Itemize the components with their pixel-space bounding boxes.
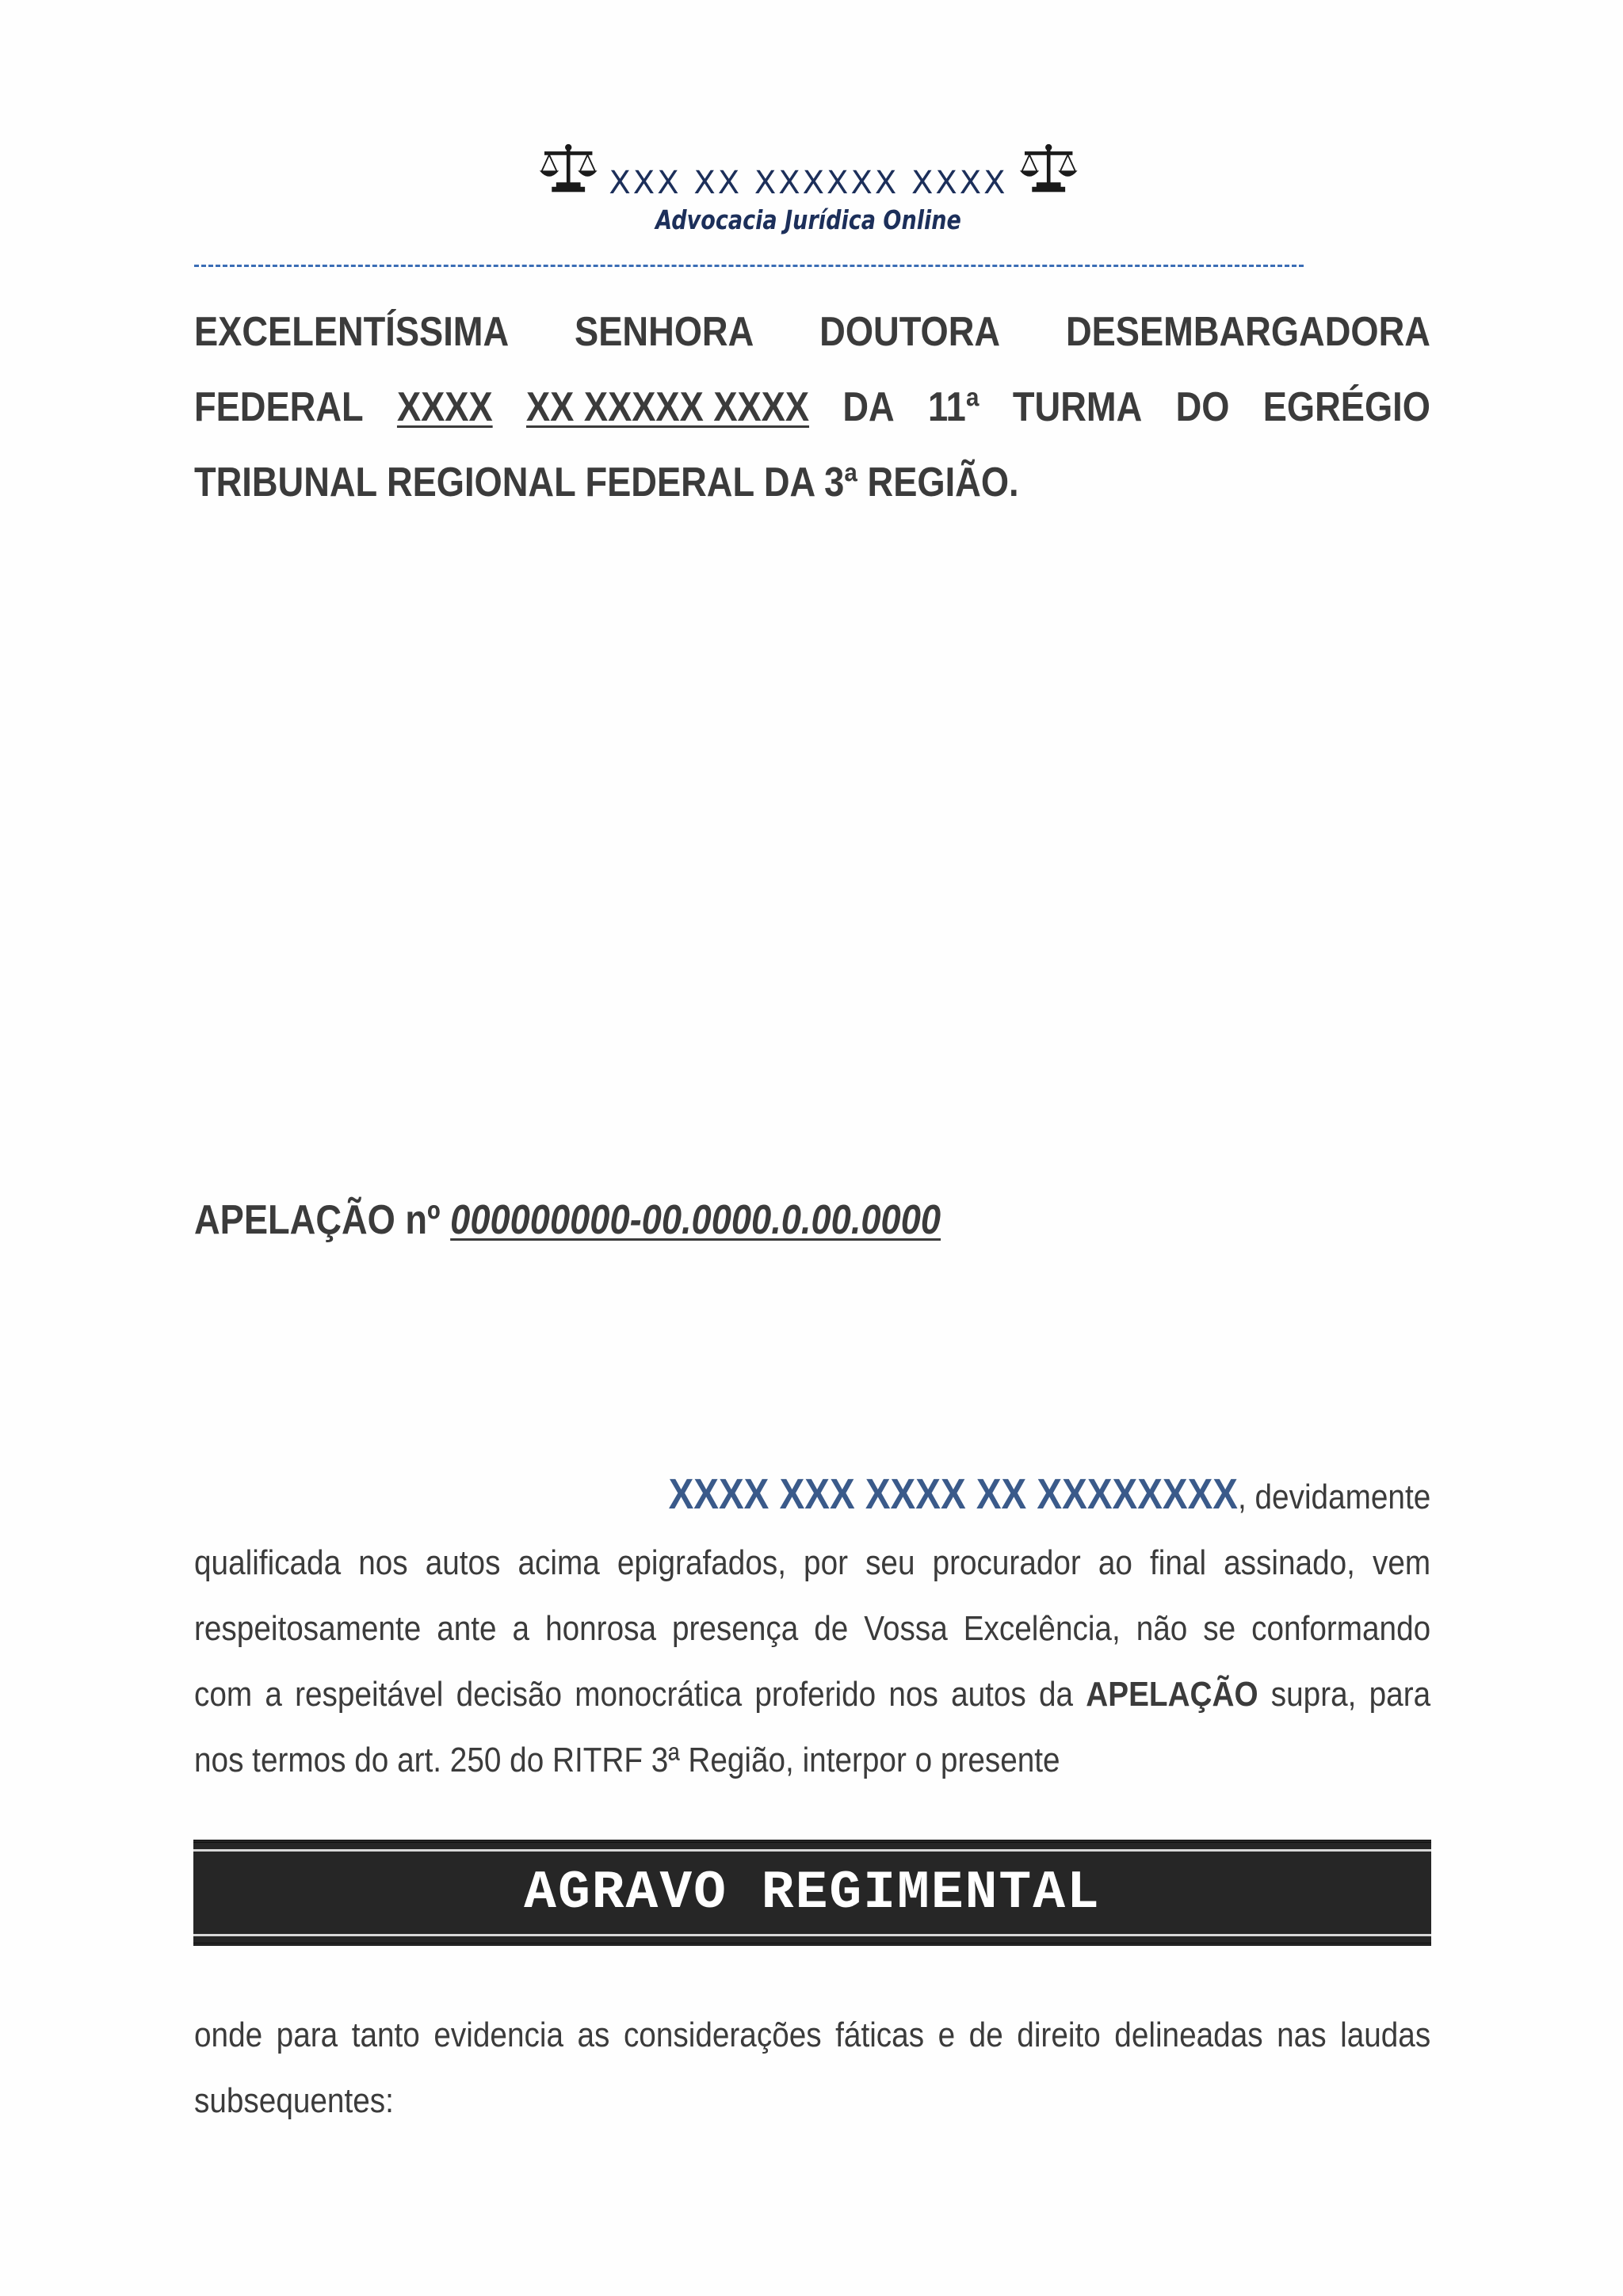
paragraph-word: honrosa <box>545 1609 656 1648</box>
paragraph-word: as <box>577 2016 610 2054</box>
paragraph-word: e <box>938 2016 956 2054</box>
paragraph-word: supra, <box>1270 1675 1357 1714</box>
addressee-word: 11ª <box>928 384 980 430</box>
addressee-word: DESEMBARGADORA <box>1065 309 1430 355</box>
addressee-word: EGRÉGIO <box>1262 384 1430 430</box>
paragraph-word: Excelência, <box>963 1609 1121 1648</box>
paragraph-word-bold: APELAÇÃO <box>1086 1675 1258 1714</box>
addressee-word: DA <box>842 384 895 430</box>
paragraph-word: a <box>265 1675 282 1714</box>
paragraph-word: conformando <box>1251 1609 1431 1648</box>
paragraph-word: ante <box>437 1609 497 1648</box>
paragraph-line <box>194 1462 1430 1530</box>
paragraph-word: para <box>276 2016 338 2054</box>
paragraph-word: por <box>804 1543 848 1582</box>
paragraph-word: respeitável <box>295 1675 444 1714</box>
paragraph-word: não <box>1136 1609 1188 1648</box>
paragraph-word: autos <box>425 1543 501 1582</box>
paragraph-word: acima <box>517 1543 600 1582</box>
paragraph-word: delineadas <box>1114 2016 1263 2054</box>
scales-of-justice-icon <box>539 141 598 196</box>
paragraph-word: epigrafados, <box>617 1543 786 1582</box>
addressee-court: TRIBUNAL REGIONAL FEDERAL DA 3ª REGIÃO. <box>194 460 1019 505</box>
addressee-line <box>194 295 1430 370</box>
judge-name-part: XX XXXXX XXXX <box>525 384 810 430</box>
addressee-word: EXCELENTÍSSIMA <box>194 309 510 355</box>
appeal-number: 000000000-00.0000.0.00.0000 <box>450 1197 941 1243</box>
paragraph-text: nos termos do art. 250 do RITRF 3ª Região, interpor o presente <box>194 1741 1060 1779</box>
paragraph-word: seu <box>865 1543 915 1582</box>
scales-of-justice-icon <box>1019 141 1078 196</box>
paragraph-line <box>194 1596 1430 1661</box>
paragraph-word: respeitosamente <box>194 1609 422 1648</box>
paragraph-line <box>194 2068 1430 2134</box>
paragraph-word: Vossa <box>864 1609 948 1648</box>
paragraph-word: presença <box>671 1609 799 1648</box>
addressee-block <box>194 295 1430 521</box>
judge-name-part: XXXX <box>396 384 493 430</box>
paragraph-word: direito <box>1017 2016 1101 2054</box>
paragraph-word: considerações <box>623 2016 822 2054</box>
paragraph-word: autos <box>951 1675 1026 1714</box>
paragraph-word: com <box>194 1675 253 1714</box>
document-title-banner <box>193 1840 1431 1946</box>
paragraph-word: de <box>814 1609 849 1648</box>
party-name: XXXX XXX XXXX XX XXXXXXXX <box>668 1470 1239 1518</box>
addressee-word: SENHORA <box>575 309 754 355</box>
paragraph-word: se <box>1203 1609 1236 1648</box>
appeal-reference <box>194 1196 941 1244</box>
firm-name: XXX XX XXXXXX XXXX <box>609 165 1008 201</box>
paragraph-word: assinado, <box>1224 1543 1355 1582</box>
addressee-line <box>194 445 1430 521</box>
paragraph-word: evidencia <box>433 2016 563 2054</box>
paragraph-word: qualificada <box>194 1543 342 1582</box>
addressee-word: DO <box>1175 384 1230 430</box>
paragraph-text: subsequentes: <box>194 2081 394 2120</box>
letterhead <box>539 133 1078 204</box>
paragraph-word: tanto <box>351 2016 420 2054</box>
paragraph-word: da <box>1039 1675 1074 1714</box>
paragraph-word: decisão <box>456 1675 563 1714</box>
paragraph-word: nos <box>888 1675 938 1714</box>
paragraph-word: laudas <box>1340 2016 1431 2054</box>
header-divider <box>194 265 1304 267</box>
paragraph-word: de <box>968 2016 1003 2054</box>
paragraph-text: , devidamente <box>1238 1478 1431 1516</box>
paragraph-word: monocrática <box>575 1675 743 1714</box>
document-title: AGRAVO REGIMENTAL <box>524 1862 1101 1924</box>
paragraph-word: a <box>512 1609 530 1648</box>
paragraph-word: proferido <box>754 1675 876 1714</box>
addressee-word: DOUTORA <box>819 309 1001 355</box>
addressee-word: TURMA <box>1012 384 1143 430</box>
paragraph-word: para <box>1369 1675 1431 1714</box>
paragraph-word: final <box>1150 1543 1207 1582</box>
paragraph-word: fáticas <box>835 2016 925 2054</box>
paragraph-word: nas <box>1277 2016 1327 2054</box>
paragraph-word: procurador <box>932 1543 1081 1582</box>
firm-tagline: Advocacia Jurídica Online <box>655 204 961 235</box>
addressee-word: FEDERAL <box>194 384 364 430</box>
paragraph-word: nos <box>358 1543 408 1582</box>
addressee-line <box>194 370 1430 445</box>
appeal-label: APELAÇÃO nº <box>194 1197 441 1243</box>
paragraph-line <box>194 1530 1430 1596</box>
petition-paragraph <box>194 1462 1430 1793</box>
paragraph-word: ao <box>1098 1543 1132 1582</box>
paragraph-line <box>194 2002 1430 2068</box>
paragraph-line <box>194 1727 1430 1793</box>
paragraph-line <box>194 1661 1430 1727</box>
paragraph-word: vem <box>1372 1543 1431 1582</box>
paragraph-word: onde <box>194 2016 263 2054</box>
closing-paragraph <box>194 2002 1430 2134</box>
